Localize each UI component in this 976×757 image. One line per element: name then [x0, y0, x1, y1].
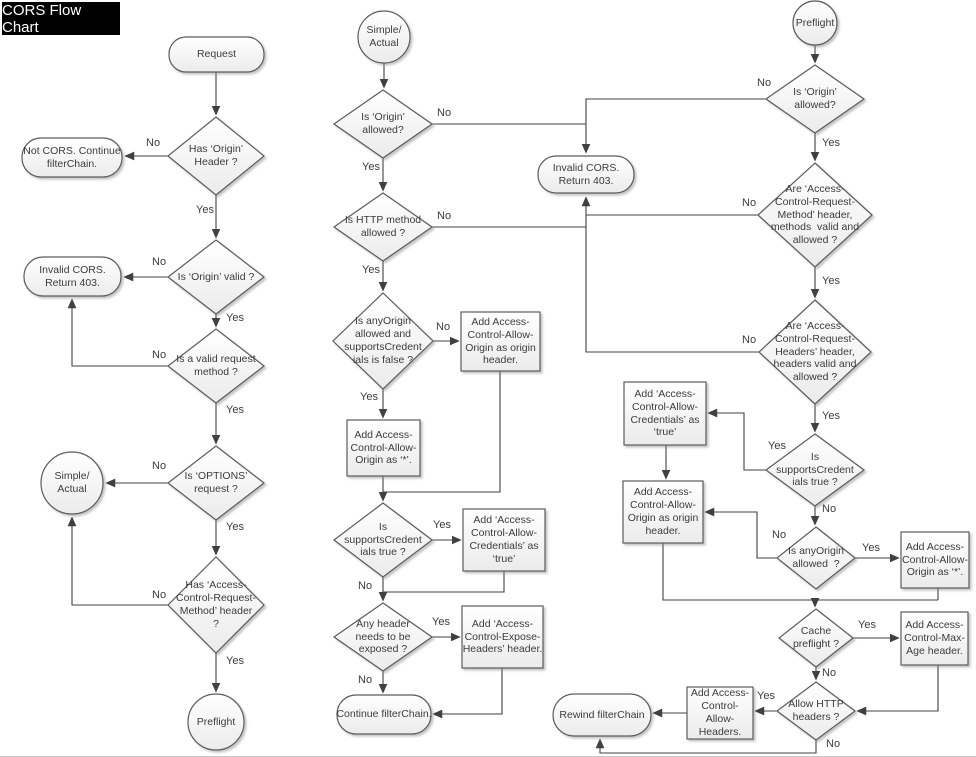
node-allow-http-headers: Allow HTTP headers ? — [788, 698, 844, 723]
node-has-acrm-header: Has ‘Access- Control-Request- Method’ header ? — [176, 579, 256, 630]
edge-label-r5-no: No — [772, 529, 787, 541]
node-request-shape — [169, 37, 264, 72]
edge-label-r3-no: No — [742, 334, 757, 346]
node-add-expose-headers-shape — [462, 606, 543, 668]
edge-label-r6-no: No — [822, 667, 837, 679]
node-is-origin-valid: Is ‘Origin’ valid ? — [177, 270, 255, 283]
edge-label-m1-yes: Yes — [362, 161, 380, 173]
edge-label-r2-yes: Yes — [822, 275, 840, 287]
node-supports-credentials-mid-shape — [334, 503, 432, 577]
node-is-origin-allowed-right-shape — [766, 65, 864, 133]
edge-label-d3-no: No — [152, 349, 167, 361]
edge-label-d4-no: No — [152, 460, 167, 472]
node-any-header-exposed-shape — [334, 603, 432, 671]
node-acrm-valid-allowed-shape — [758, 163, 872, 267]
node-has-origin-header: Has ‘Origin’ Header ? — [188, 143, 244, 168]
node-add-acac-true-mid-shape — [463, 509, 545, 571]
node-has-acrm-header-shape — [168, 557, 264, 653]
edge-label-r1-no: No — [757, 77, 772, 89]
edge-label-d2-no: No — [152, 256, 167, 268]
node-invalid-cors-mid-shape — [538, 156, 634, 193]
node-add-acao-origin-right: Add Access- Control-Allow- Origin as origin header. — [627, 486, 699, 537]
node-has-origin-header-shape — [168, 117, 264, 195]
edge-label-d3-yes: Yes — [226, 404, 244, 416]
node-valid-request-method: Is a valid request method ? — [176, 353, 256, 378]
node-rewind-filterchain-shape — [553, 694, 651, 736]
node-simple-actual-mid: Simple/ Actual — [366, 24, 402, 49]
node-add-expose-headers: Add ‘Access- Control-Expose- Headers’ header. — [462, 617, 543, 656]
node-add-max-age-shape — [901, 612, 968, 665]
node-not-cors: Not CORS. Continue filterChain. — [23, 144, 121, 170]
edge-label-r7-yes: Yes — [757, 690, 775, 702]
node-is-origin-allowed-right: Is ‘Origin’ allowed? — [793, 86, 837, 111]
node-request: Request — [196, 48, 237, 61]
node-add-allow-headers: Add Access- Control- Allow- Headers. — [690, 687, 750, 738]
node-add-acao-star-mid-shape — [347, 420, 420, 476]
edge-label-m2-yes: Yes — [362, 264, 380, 276]
node-is-http-method-allowed: Is HTTP method allowed ? — [344, 214, 422, 239]
node-anyorigin-allowed-right: Is anyOrigin allowed ? — [787, 545, 845, 570]
node-add-acao-star-right: Add Access- Control-Allow- Origin as ‘*’. — [902, 540, 968, 579]
shapes — [22, 1, 969, 750]
node-valid-request-method-shape — [168, 329, 264, 403]
node-simple-actual-left: Simple/ Actual — [54, 470, 90, 495]
edge-label-m1-no: No — [437, 107, 452, 119]
edge-label-d5-no: No — [152, 589, 167, 601]
edge-label-r6-yes: Yes — [858, 619, 876, 631]
edge-label-m5-yes: Yes — [432, 616, 450, 628]
node-is-options-request-shape — [168, 446, 264, 520]
node-add-acao-origin-mid: Add Access- Control-Allow- Origin as origin header. — [465, 315, 536, 367]
edge-label-d1-no: No — [146, 137, 161, 149]
node-anyorigin-allowed-right-shape — [777, 527, 855, 589]
node-add-acao-origin-mid-shape — [461, 312, 540, 371]
node-add-acac-true-mid: Add ‘Access- Control-Allow- Credentials’ as ‘true’ — [469, 514, 539, 565]
node-invalid-cors-mid: Invalid CORS. Return 403. — [552, 161, 620, 187]
node-simple-actual-left-shape — [41, 452, 103, 514]
node-simple-actual-mid-shape — [358, 11, 410, 63]
node-acrm-valid-allowed: Are ‘Access- Control-Request- Method’ header, methods valid and allowed ? — [770, 183, 860, 247]
edge-r5-no — [706, 512, 777, 558]
node-add-acac-true-right: Add ‘Access- Control-Allow- Credentials’ as ‘true’ — [630, 387, 700, 439]
node-is-http-method-allowed-shape — [334, 193, 432, 261]
node-rewind-filterchain: Rewind filterChain — [559, 708, 645, 721]
node-supports-credentials-right-shape — [766, 434, 864, 506]
edge-label-m2-no: No — [437, 210, 452, 222]
edge-label-d5-yes: Yes — [226, 655, 244, 667]
node-supports-credentials-mid: Is supportsCredent ials true ? — [344, 520, 422, 559]
node-add-max-age: Add Access- Control-Max- Age header. — [904, 619, 965, 657]
edge-label-r5-yes: Yes — [862, 542, 880, 554]
chart-title: CORS Flow Chart — [2, 2, 120, 35]
edge-r1-no-to-invalid — [586, 99, 766, 152]
edge-label-m4-yes: Yes — [433, 519, 451, 531]
node-add-acao-star-right-shape — [901, 532, 969, 588]
node-is-options-request: Is ‘OPTIONS’ request ? — [184, 470, 248, 495]
node-preflight-left-shape — [188, 694, 244, 750]
node-preflight-right-shape — [793, 1, 837, 45]
edge-label-d2-yes: Yes — [226, 312, 244, 324]
edge-label-r3-yes: Yes — [822, 410, 840, 422]
edge-label-d4-yes: Yes — [226, 521, 244, 533]
edge-r7-no — [600, 740, 816, 753]
node-preflight-left: Preflight — [196, 715, 236, 728]
node-supports-credentials-right: Is supportsCredent ials true ? — [776, 450, 854, 489]
node-anyorigin-supports-false: Is anyOrigin allowed and supportsCredent ials is false ? — [344, 315, 422, 366]
edge-label-m5-no: No — [358, 674, 373, 686]
edge-label-m3-yes: Yes — [360, 391, 378, 403]
edge-acrm-no — [72, 518, 168, 605]
node-add-acac-true-right-shape — [624, 382, 706, 445]
edge-pr4-down — [858, 665, 938, 711]
edge-r4-yes — [709, 413, 766, 470]
node-is-origin-valid-shape — [168, 240, 264, 314]
node-any-header-exposed: Any header needs to be exposed ? — [355, 617, 411, 656]
edge-valid-method-no — [72, 300, 168, 366]
node-anyorigin-supports-false-shape — [333, 293, 433, 389]
node-is-origin-allowed-mid: Is ‘Origin’ allowed? — [361, 111, 405, 136]
edge-pm3-down — [383, 571, 504, 592]
edge-label-d1-yes: Yes — [196, 204, 214, 216]
node-is-origin-allowed-mid-shape — [334, 90, 432, 158]
node-invalid-cors-left-shape — [24, 257, 121, 296]
edge-label-r4-yes: Yes — [768, 440, 786, 452]
node-add-allow-headers-shape — [687, 687, 753, 739]
edge-label-r2-no: No — [742, 197, 757, 209]
node-add-acao-star-mid: Add Access- Control-Allow- Origin as ‘*’. — [350, 428, 417, 467]
edge-r3-no-to-invalid — [586, 198, 759, 352]
node-not-cors-shape — [22, 138, 122, 177]
edge-label-m4-no: No — [358, 580, 373, 592]
edge-label-m3-no: No — [436, 321, 451, 333]
node-add-acao-origin-right-shape — [623, 481, 703, 543]
node-continue-filterchain-shape — [337, 695, 431, 734]
node-continue-filterchain: Continue filterChain. — [336, 708, 432, 721]
node-preflight-right: Preflight — [795, 16, 835, 29]
node-acrh-valid-allowed-shape — [759, 300, 871, 404]
node-acrh-valid-allowed: Are ‘Access- Control-Request- Headers’ header, headers valid and allowed ? — [773, 320, 857, 384]
node-invalid-cors-left: Invalid CORS. Return 403. — [39, 263, 106, 289]
edge-label-r4-no: No — [822, 503, 837, 515]
node-cache-preflight: Cache preflight ? — [792, 625, 840, 650]
edge-label-r7-no: No — [826, 738, 841, 750]
edge-label-r1-yes: Yes — [822, 137, 840, 149]
node-cache-preflight-shape — [779, 609, 853, 667]
edge-pm4-down — [434, 668, 502, 714]
node-allow-http-headers-shape — [777, 682, 855, 740]
